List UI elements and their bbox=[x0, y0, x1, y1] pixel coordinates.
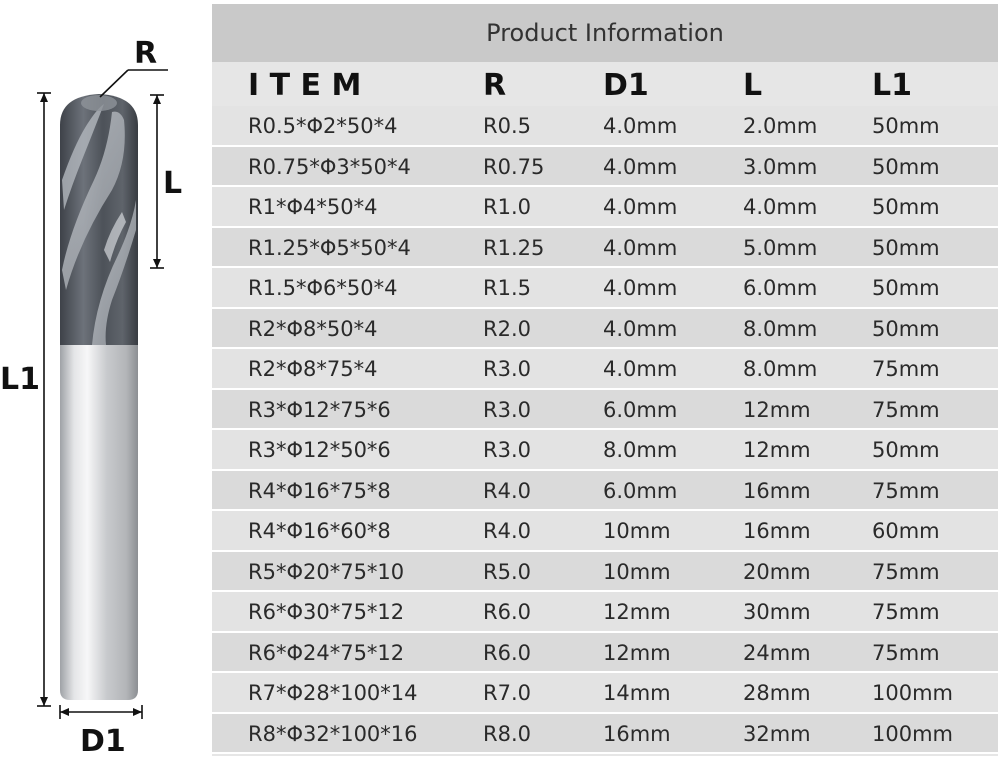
header-l: L bbox=[743, 68, 763, 103]
item-cell: R8*Φ32*100*16 bbox=[248, 721, 418, 746]
r-cell: R6.0 bbox=[483, 600, 531, 624]
r-dimension bbox=[100, 70, 168, 97]
d1-cell: 6.0mm bbox=[603, 397, 678, 422]
table-row bbox=[212, 714, 998, 755]
l1-cell: 50mm bbox=[872, 195, 940, 219]
d1-dimension bbox=[60, 705, 142, 719]
table-row bbox=[212, 349, 998, 390]
item-cell: R6*Φ30*75*12 bbox=[248, 600, 405, 624]
d1-cell: 10mm bbox=[603, 519, 671, 543]
table-row bbox=[212, 673, 998, 714]
l-cell: 28mm bbox=[743, 681, 811, 705]
end-mill-drawing bbox=[0, 0, 210, 759]
l-cell: 16mm bbox=[743, 519, 811, 543]
table-row bbox=[212, 471, 998, 512]
r-cell: R4.0 bbox=[483, 519, 531, 543]
item-cell: R6*Φ24*75*12 bbox=[248, 640, 405, 665]
l-cell: 16mm bbox=[743, 478, 811, 503]
d1-cell: 14mm bbox=[603, 681, 671, 705]
r-cell: R5.0 bbox=[483, 559, 531, 584]
r-cell: R1.0 bbox=[483, 195, 531, 219]
l-dimension bbox=[150, 95, 164, 268]
item-cell: R1.25*Φ5*50*4 bbox=[248, 235, 411, 260]
l-cell: 8.0mm bbox=[743, 357, 818, 381]
l-cell: 24mm bbox=[743, 640, 811, 665]
l1-label: L1 bbox=[0, 362, 40, 397]
r-cell: R3.0 bbox=[483, 357, 531, 381]
l1-cell: 50mm bbox=[872, 316, 940, 341]
r-cell: R2.0 bbox=[483, 316, 531, 341]
r-label: R bbox=[134, 36, 158, 71]
table-row bbox=[212, 309, 998, 350]
l1-cell: 60mm bbox=[872, 519, 940, 543]
l1-cell: 75mm bbox=[872, 357, 940, 381]
table-row bbox=[212, 552, 998, 593]
r-cell: R4.0 bbox=[483, 478, 531, 503]
l1-cell: 75mm bbox=[872, 600, 940, 624]
d1-label: D1 bbox=[80, 724, 126, 759]
l1-cell: 100mm bbox=[872, 681, 953, 705]
l-label: L bbox=[163, 166, 183, 201]
table-row bbox=[212, 106, 998, 147]
l-cell: 5.0mm bbox=[743, 235, 818, 260]
d1-cell: 4.0mm bbox=[603, 316, 678, 341]
item-cell: R2*Φ8*75*4 bbox=[248, 357, 378, 381]
l-cell: 20mm bbox=[743, 559, 811, 584]
header-l1: L1 bbox=[872, 68, 912, 103]
d1-cell: 4.0mm bbox=[603, 276, 678, 300]
l-cell: 8.0mm bbox=[743, 316, 818, 341]
l1-cell: 75mm bbox=[872, 478, 940, 503]
l1-dimension bbox=[37, 93, 51, 706]
header-r: R bbox=[483, 68, 507, 103]
item-cell: R1.5*Φ6*50*4 bbox=[248, 276, 398, 300]
l1-cell: 75mm bbox=[872, 640, 940, 665]
l1-cell: 75mm bbox=[872, 397, 940, 422]
d1-cell: 8.0mm bbox=[603, 438, 678, 462]
header-d1: D1 bbox=[603, 68, 649, 103]
table-title: Product Information bbox=[212, 4, 998, 62]
l1-cell: 50mm bbox=[872, 154, 940, 179]
item-cell: R7*Φ28*100*14 bbox=[248, 681, 418, 705]
d1-cell: 4.0mm bbox=[603, 154, 678, 179]
r-cell: R1.5 bbox=[483, 276, 531, 300]
table-row bbox=[212, 633, 998, 674]
item-cell: R2*Φ8*50*4 bbox=[248, 316, 378, 341]
l-cell: 12mm bbox=[743, 397, 811, 422]
l1-cell: 50mm bbox=[872, 276, 940, 300]
r-cell: R7.0 bbox=[483, 681, 531, 705]
l1-cell: 75mm bbox=[872, 559, 940, 584]
l-cell: 32mm bbox=[743, 721, 811, 746]
item-cell: R4*Φ16*60*8 bbox=[248, 519, 391, 543]
d1-cell: 10mm bbox=[603, 559, 671, 584]
l-cell: 12mm bbox=[743, 438, 811, 462]
table-row bbox=[212, 592, 998, 633]
d1-cell: 12mm bbox=[603, 640, 671, 665]
item-cell: R0.5*Φ2*50*4 bbox=[248, 114, 398, 138]
table-row bbox=[212, 268, 998, 309]
l-cell: 30mm bbox=[743, 600, 811, 624]
l-cell: 3.0mm bbox=[743, 154, 818, 179]
item-cell: R3*Φ12*75*6 bbox=[248, 397, 391, 422]
l-cell: 4.0mm bbox=[743, 195, 818, 219]
table-row bbox=[212, 187, 998, 228]
item-cell: R0.75*Φ3*50*4 bbox=[248, 154, 411, 179]
shank bbox=[60, 345, 138, 700]
l1-cell: 50mm bbox=[872, 114, 940, 138]
item-cell: R5*Φ20*75*10 bbox=[248, 559, 405, 584]
r-cell: R0.75 bbox=[483, 154, 545, 179]
table-row bbox=[212, 390, 998, 431]
d1-cell: 4.0mm bbox=[603, 357, 678, 381]
d1-cell: 12mm bbox=[603, 600, 671, 624]
item-cell: R1*Φ4*50*4 bbox=[248, 195, 378, 219]
table-row bbox=[212, 430, 998, 471]
d1-cell: 16mm bbox=[603, 721, 671, 746]
item-cell: R3*Φ12*50*6 bbox=[248, 438, 391, 462]
r-cell: R3.0 bbox=[483, 438, 531, 462]
product-info-table bbox=[212, 4, 998, 756]
l-cell: 6.0mm bbox=[743, 276, 818, 300]
table-row bbox=[212, 228, 998, 269]
l1-cell: 100mm bbox=[872, 721, 953, 746]
d1-cell: 6.0mm bbox=[603, 478, 678, 503]
r-cell: R8.0 bbox=[483, 721, 531, 746]
d1-cell: 4.0mm bbox=[603, 114, 678, 138]
r-cell: R6.0 bbox=[483, 640, 531, 665]
fluted-head bbox=[60, 94, 138, 345]
d1-cell: 4.0mm bbox=[603, 235, 678, 260]
header-item: I T E M bbox=[248, 68, 362, 103]
table-body bbox=[212, 106, 998, 754]
table-row bbox=[212, 147, 998, 188]
r-cell: R1.25 bbox=[483, 235, 545, 260]
l-cell: 2.0mm bbox=[743, 114, 818, 138]
l1-cell: 50mm bbox=[872, 235, 940, 260]
r-cell: R3.0 bbox=[483, 397, 531, 422]
r-cell: R0.5 bbox=[483, 114, 531, 138]
table-row bbox=[212, 511, 998, 552]
d1-cell: 4.0mm bbox=[603, 195, 678, 219]
item-cell: R4*Φ16*75*8 bbox=[248, 478, 391, 503]
l1-cell: 50mm bbox=[872, 438, 940, 462]
